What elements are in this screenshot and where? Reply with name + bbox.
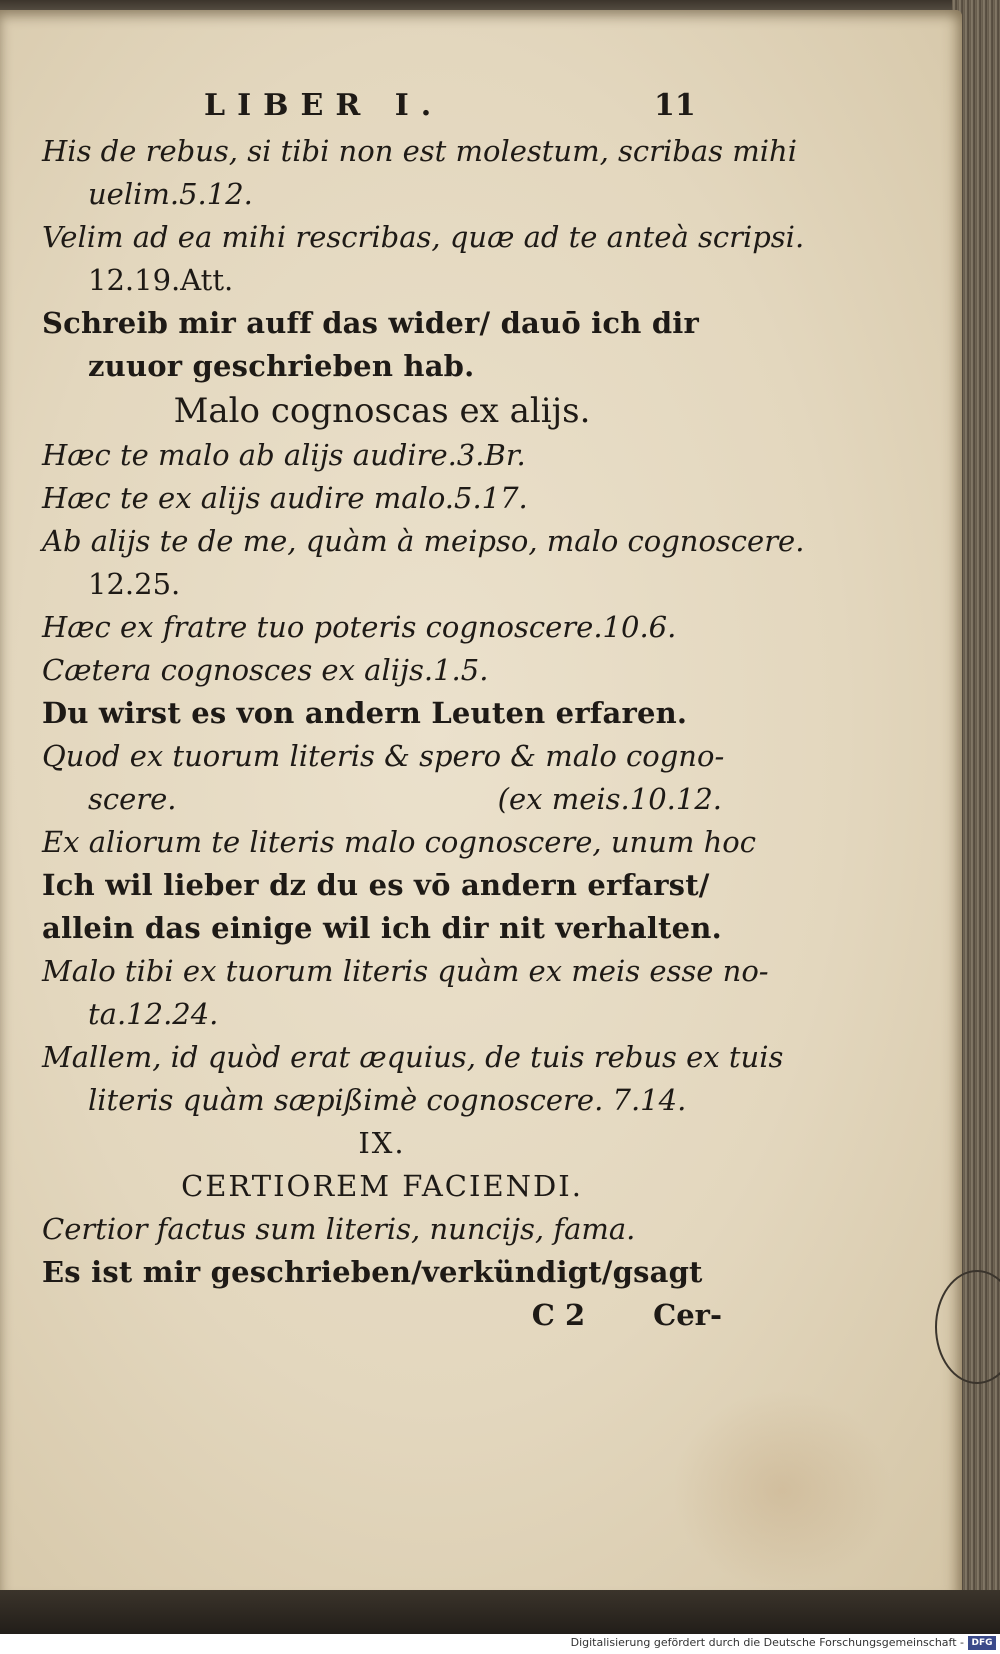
text-line: Hæc te malo ab alijs audire.3.Br. <box>42 438 526 472</box>
running-head-title: LIBER I. <box>204 88 444 123</box>
german-line: Es ist mir geschrieben/verkündigt/gsagt <box>42 1255 703 1289</box>
text-line: Quod ex tuorum literis & spero & malo cogno- <box>42 739 725 773</box>
text-line: Hæc te ex alijs audire malo.5.17. <box>42 481 528 515</box>
signature-mark: C 2 <box>531 1298 586 1332</box>
page-text-block <box>42 84 805 1337</box>
text-line: Velim ad ea mihi rescribas, quæ ad te anteà scripsi. <box>42 220 805 254</box>
text-line: Mallem, id quòd erat æquius, de tuis rebus ex tuis <box>42 1040 784 1074</box>
chapter-number: IX. <box>358 1126 406 1160</box>
text-line: literis quàm sæpißimè cognoscere. 7.14. <box>88 1083 687 1117</box>
german-line: Du wirst es von andern Leuten erfaren. <box>42 696 688 730</box>
paper-stain <box>672 1390 892 1590</box>
text-line: Hæc ex fratre tuo poteris cognoscere.10.6. <box>42 610 677 644</box>
chapter-title: CERTIOREM FACIENDI. <box>181 1169 583 1203</box>
text-line: Ab alijs te de me, quàm à meipso, malo cognoscere. <box>42 524 805 558</box>
text-line: 12.19.Att. <box>88 263 234 297</box>
text-line: His de rebus, si tibi non est molestum, scribas mihi <box>42 134 797 168</box>
bottom-shadow <box>0 1590 1000 1634</box>
german-line: allein das einige wil ich dir nit verhalten. <box>42 911 722 945</box>
dfg-credit: Digitalisierung gefördert durch die Deutsche Forschungsgemeinschaft - <box>570 1636 964 1649</box>
german-line: Schreib mir auff das wider/ dauō ich dir <box>42 306 699 340</box>
page-number: 11 <box>654 88 696 123</box>
text-line-end: (ex meis.10.12. <box>497 782 722 816</box>
running-head <box>42 84 722 130</box>
text-line-start: scere. <box>88 782 177 816</box>
section-heading: Malo cognoscas ex alijs. <box>173 391 591 431</box>
text-line: Malo tibi ex tuorum literis quàm ex meis esse no- <box>42 954 769 988</box>
text-line: uelim.5.12. <box>88 177 253 211</box>
german-line: zuuor geschrieben hab. <box>88 349 475 383</box>
catchword: Cer- <box>653 1298 722 1332</box>
signature-line <box>42 1294 722 1337</box>
german-line: Ich wil lieber dz du es vō andern erfarst/ <box>42 868 710 902</box>
text-line: Ex aliorum te literis malo cognoscere, unum hoc <box>42 825 756 859</box>
split-line <box>42 778 722 821</box>
text-line: Certior factus sum literis, nuncijs, fama. <box>42 1212 636 1246</box>
text-line: 12.25. <box>88 567 181 601</box>
text-line: Cætera cognosces ex alijs.1.5. <box>42 653 489 687</box>
dfg-logo-icon: DFG <box>968 1636 996 1650</box>
text-line: ta.12.24. <box>88 997 219 1031</box>
